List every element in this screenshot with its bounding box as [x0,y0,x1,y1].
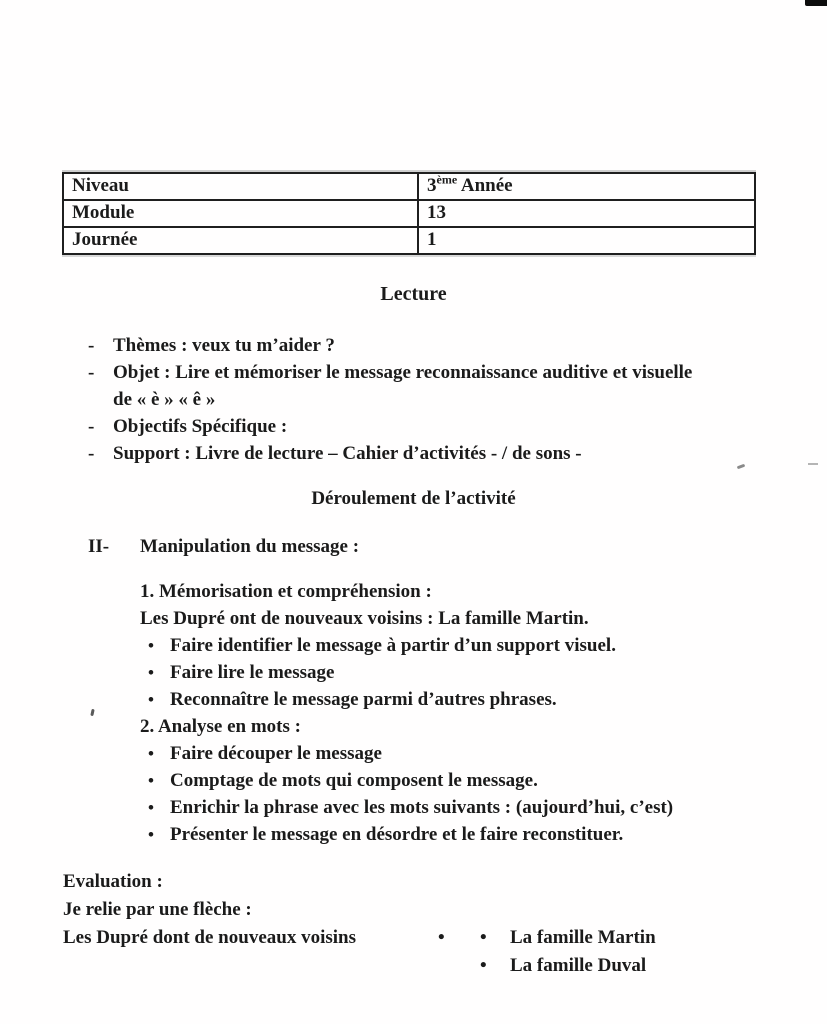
bullet-marker: • [148,744,154,763]
list-item: • Comptage de mots qui composent le message. [140,767,827,794]
bullet-marker: • [480,955,487,976]
table-row-journee [63,227,755,254]
list-item-objet: - Objet : Lire et mémoriser le message reconnaissance auditive et visuelle de « è » « ê » [0,359,827,413]
section-numeral: II- [88,536,110,557]
journee-value: 1 [418,227,755,254]
meta-list [0,332,827,467]
evaluation-block [63,868,827,980]
bullet-marker: • [480,927,487,948]
section-heading: Manipulation du message : [140,536,360,557]
bullet-marker: • [148,825,154,844]
module-value: 13 [418,200,755,227]
list-item-support: - Support : Livre de lecture – Cahier d’activités - / de sons - [0,440,827,467]
header-info-table [62,172,756,255]
module-label: Module [63,200,418,227]
niveau-label: Niveau [63,173,418,200]
niveau-value: 3ème Année [418,173,755,200]
dash-marker: - [88,443,95,464]
dash-marker: - [88,416,95,437]
step1-title: 1. Mémorisation et compréhension : [140,581,432,602]
steps-block [140,578,827,848]
bullet-marker: • [438,927,445,948]
evaluation-title: Evaluation : [63,871,163,892]
page-title: Lecture [380,283,447,305]
scan-speck [808,463,818,465]
scan-artifact-top-right [805,0,827,6]
list-item: • Présenter le message en désordre et le faire reconstituer. [140,821,827,848]
match-left-item: Les Dupré dont de nouveaux voisins [63,927,356,948]
step2-title: 2. Analyse en mots : [140,716,301,737]
list-item: • Faire découper le message [140,740,827,767]
evaluation-instruction: Je relie par une flèche : [63,899,252,920]
scan-speck [90,709,94,716]
list-item-objectifs: - Objectifs Spécifique : [0,413,827,440]
superscript: ème [436,172,458,187]
list-item: • Faire lire le message [140,659,827,686]
dash-marker: - [88,335,95,356]
journee-label: Journée [63,227,418,254]
section-title-deroulement: Déroulement de l’activité [311,488,516,509]
step1-sentence: Les Dupré ont de nouveaux voisins : La famille Martin. [140,608,589,629]
match-right-item: La famille Duval [510,955,647,976]
table-row-niveau [63,173,755,200]
dash-marker: - [88,362,95,383]
bullet-marker: • [148,798,154,817]
bullet-marker: • [148,771,154,790]
bullet-marker: • [148,663,154,682]
match-row-1 [63,924,827,952]
bullet-marker: • [148,636,154,655]
match-right-item: La famille Martin [510,927,656,948]
list-item: • Reconnaître le message parmi d’autres phrases. [140,686,827,713]
match-row-2 [63,952,827,980]
list-item: • Enrichir la phrase avec les mots suivants : (aujourd’hui, c’est) [140,794,827,821]
table-row-module [63,200,755,227]
bullet-marker: • [148,690,154,709]
section-heading-row [0,533,827,560]
list-item: • Faire identifier le message à partir d’un support visuel. [140,632,827,659]
list-item-themes: - Thèmes : veux tu m’aider ? [0,332,827,359]
